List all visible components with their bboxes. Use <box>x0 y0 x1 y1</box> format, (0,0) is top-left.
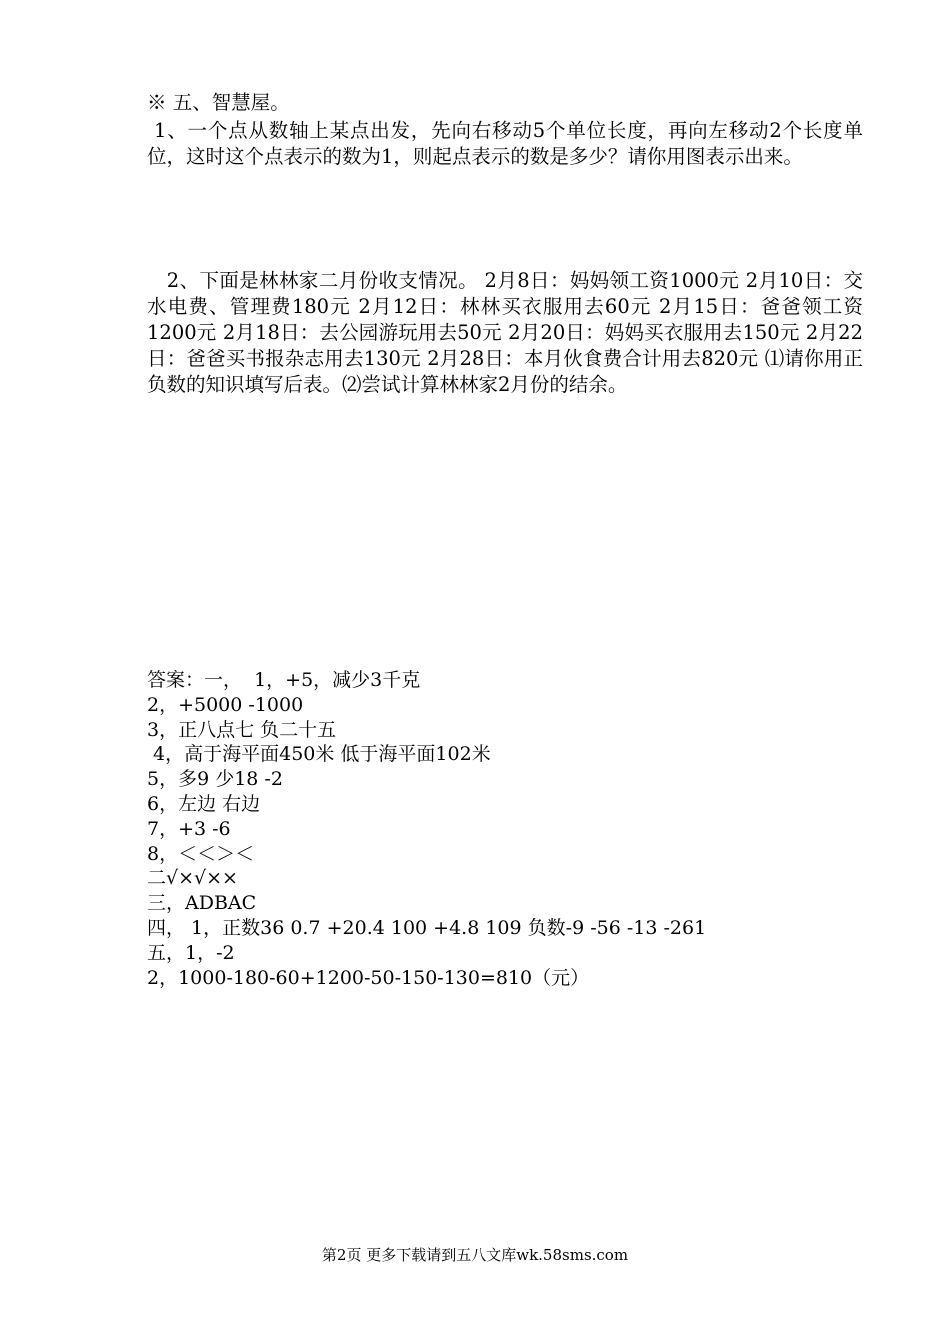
answer-line: 8，＜＜＞＜ <box>147 842 255 865</box>
section-heading-text: ※ 五、智慧屋。 <box>147 91 290 114</box>
page-footer: 第2页 更多下载请到五八文库wk.58sms.com <box>321 1246 629 1264</box>
answer-line: 3，正八点七 负二十五 <box>147 718 337 741</box>
answer-line: 4，高于海平面450米 低于海平面102米 <box>147 743 491 766</box>
answer-line: 5，多9 少18 -2 <box>147 768 283 791</box>
answer-line: 二√×√×× <box>147 867 238 890</box>
answer-line: 答案：一， 1，+5，减少3千克 <box>147 669 421 691</box>
answer-line: 三，ADBAC <box>147 892 257 915</box>
section-heading <box>147 90 863 116</box>
question-2-text: 2、下面是林林家二月份收支情况。 2月8日：妈妈领工资1000元 2月10日：交水电费、管理费180元 2月12日：林林买衣服用去60元 2月15日：爸爸领工资1200元 2月18日：去公园游玩用去50元 2月20日：妈妈买衣服用去150元 2月22日：爸爸买书报杂志用去130元 2月28日：本月伙食费合计用去820元 ⑴请你用正负数的知识填写后表。⑵尝试计算林林家2月份的结余。 <box>147 269 863 396</box>
question-2 <box>147 268 863 398</box>
answer-line: 7，+3 -6 <box>147 817 231 840</box>
answer-line: 五，1，-2 <box>147 941 235 964</box>
answer-line: 四， 1，正数36 0.7 +20.4 100 +4.8 109 负数-9 -56 -13 -261 <box>147 916 707 939</box>
question-1-text: 1、一个点从数轴上某点出发，先向右移动5个单位长度，再向左移动2个长度单位，这时这个点表示的数为1，则起点表示的数是多少？请你用图表示出来。 <box>147 119 863 168</box>
answer-key <box>147 668 863 990</box>
answer-line: 2，1000-180-60+1200-50-150-130=810（元） <box>147 966 590 989</box>
answer-line: 2，+5000 -1000 <box>147 693 304 716</box>
question-1 <box>147 118 863 170</box>
answer-line: 6，左边 右边 <box>147 792 261 815</box>
